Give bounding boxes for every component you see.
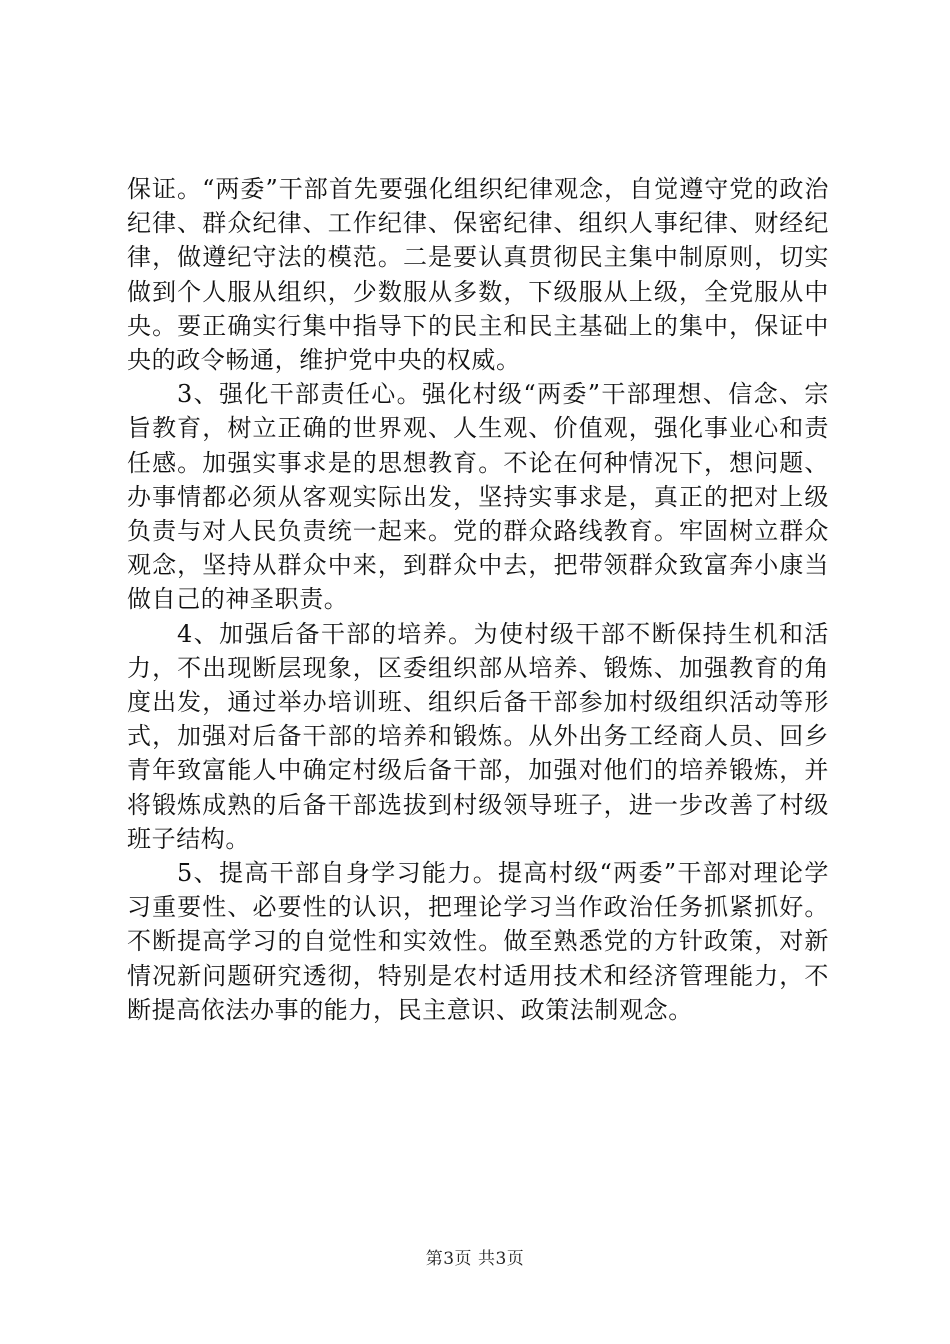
paragraph-3-responsibility: 3、强化干部责任心。强化村级“两委”干部理想、信念、宗旨教育，树立正确的世界观、人生观、价值观，强化事业心和责任感。加强实事求是的思想教育。不论在何种情况下，想问题、办事情都必须从客观实际出发，坚持实事求是，真正的把对上级负责与对人民负责统一起来。党的群众路线教育。牢固树立群众观念，坚持从群众中来，到群众中去，把带领群众致富奔小康当做自己的神圣职责。	[127, 380, 829, 614]
paragraph-5-learning: 5、提高干部自身学习能力。提高村级“两委”干部对理论学习重要性、必要性的认识，把理论学习当作政治任务抓紧抓好。不断提高学习的自觉性和实效性。做至熟悉党的方针政策，对新情况新问题研究透彻，特别是农村适用技术和经济管理能力，不断提高依法办事的能力，民主意识、政策法制观念。	[127, 859, 829, 1024]
page-number: 第3页 共3页	[425, 1249, 525, 1269]
paragraph-continuation: 保证。“两委”干部首先要强化组织纪律观念，自觉遵守党的政治纪律、群众纪律、工作纪律、保密纪律、组织人事纪律、财经纪律，做遵纪守法的模范。二是要认真贯彻民主集中制原则，切实做到个人服从组织，少数服从多数，下级服从上级，全党服从中央。要正确实行集中指导下的民主和民主基础上的集中，保证中央的政令畅通，维护党中央的权威。	[127, 175, 829, 375]
document-body	[127, 172, 829, 1027]
page-footer	[0, 1244, 950, 1269]
paragraph-4-reserve-cadres: 4、加强后备干部的培养。为使村级干部不断保持生机和活力，不出现断层现象，区委组织部从培养、锻炼、加强教育的角度出发，通过举办培训班、组织后备干部参加村级组织活动等形式，加强对后备干部的培养和锻炼。从外出务工经商人员、回乡青年致富能人中确定村级后备干部，加强对他们的培养锻炼，并将锻炼成熟的后备干部选拔到村级领导班子，进一步改善了村级班子结构。	[127, 619, 829, 853]
